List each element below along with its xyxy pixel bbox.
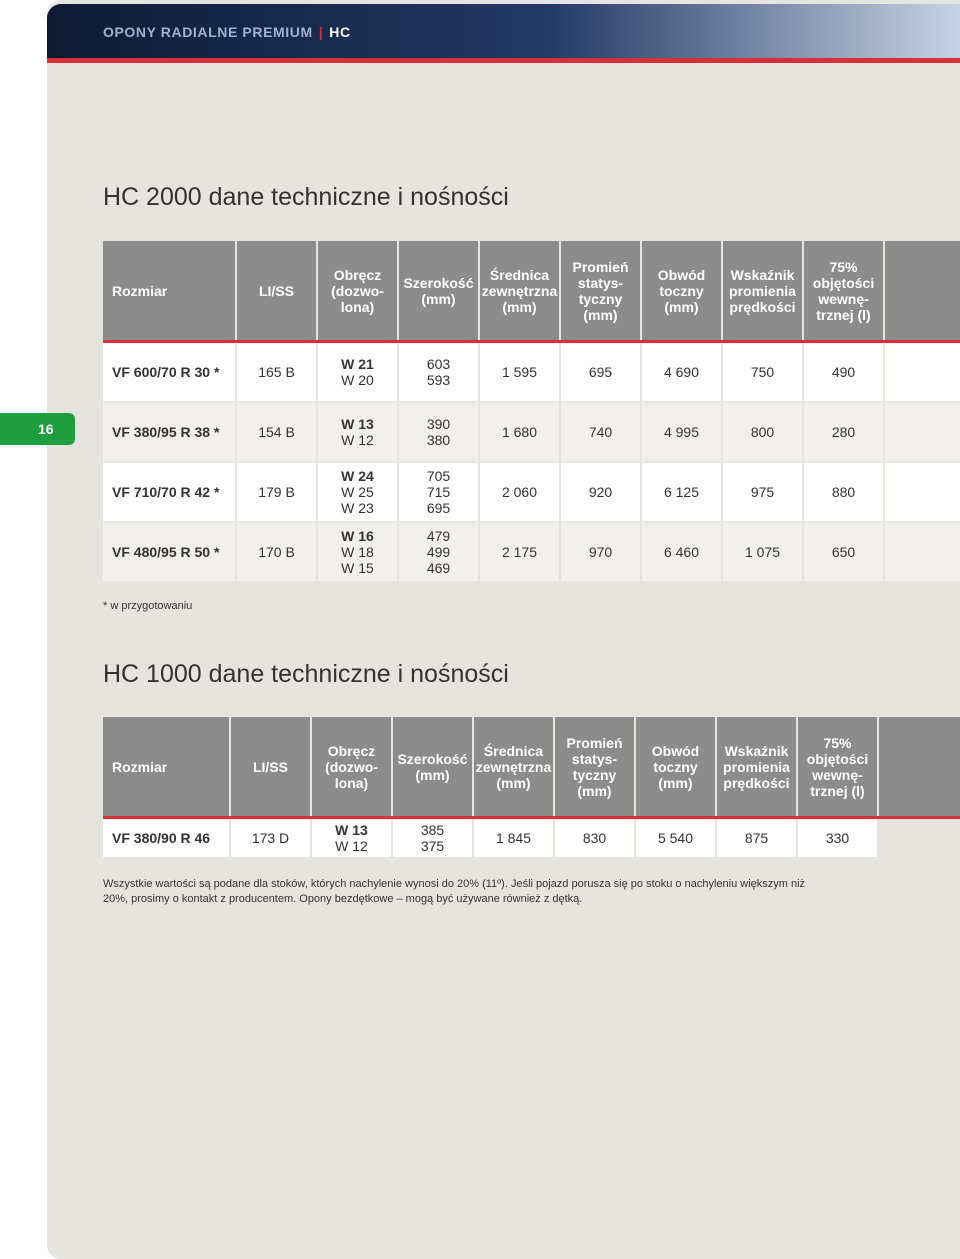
cell-circumference: 6 460 (642, 523, 723, 581)
cell-size: VF 380/95 R 38 * (103, 403, 237, 461)
cell-empty (879, 819, 960, 857)
rim-value: W 13 (335, 822, 368, 838)
col-header-diameter: Średnica zewnętrzna (mm) (474, 717, 555, 816)
cell-widths (399, 523, 480, 581)
cell-size: VF 380/90 R 46 (103, 819, 231, 857)
rim-value: W 23 (341, 500, 374, 516)
section-title-hc1000: HC 1000 dane techniczne i nośności (103, 660, 509, 688)
cell-circumference: 5 540 (636, 819, 717, 857)
table-hc1000 (103, 717, 960, 859)
rim-value: W 15 (341, 560, 374, 576)
cell-volume: 330 (798, 819, 879, 857)
cell-speed-index: 1 075 (723, 523, 804, 581)
cell-widths (399, 403, 480, 461)
cell-rims (312, 819, 393, 857)
width-value: 380 (426, 432, 451, 448)
cell-speed-index: 875 (717, 819, 798, 857)
cell-rims (318, 463, 399, 521)
header-category: OPONY RADIALNE PREMIUM (103, 24, 313, 40)
cell-radius: 970 (561, 523, 642, 581)
col-header-width: Szerokość (mm) (399, 241, 480, 340)
width-value: 479 (426, 528, 451, 544)
rim-value: W 24 (341, 468, 374, 484)
rim-value: W 18 (341, 544, 374, 560)
cell-li: 165 B (237, 343, 318, 401)
cell-radius: 740 (561, 403, 642, 461)
cell-size: VF 480/95 R 50 * (103, 523, 237, 581)
rim-value: W 13 (341, 416, 374, 432)
table-header-row (103, 241, 960, 343)
rim-value: W 25 (341, 484, 374, 500)
cell-radius: 695 (561, 343, 642, 401)
col-header-empty (879, 717, 960, 816)
cell-empty (885, 343, 960, 401)
width-value: 375 (420, 838, 445, 854)
cell-volume: 490 (804, 343, 885, 401)
width-value: 469 (426, 560, 451, 576)
table-row (103, 403, 960, 463)
col-header-circumference: Obwód toczny (mm) (642, 241, 723, 340)
rim-value: W 21 (341, 356, 374, 372)
rim-value: W 20 (341, 372, 374, 388)
rim-value: W 16 (341, 528, 374, 544)
cell-diameter: 1 595 (480, 343, 561, 401)
col-header-diameter: Średnica zewnętrzna (mm) (480, 241, 561, 340)
header-separator: | (318, 24, 324, 40)
cell-size: VF 710/70 R 42 * (103, 463, 237, 521)
header-accent-line (47, 58, 960, 63)
cell-empty (885, 463, 960, 521)
cell-widths (399, 343, 480, 401)
col-header-size: Rozmiar (103, 717, 231, 816)
cell-speed-index: 750 (723, 343, 804, 401)
cell-rims (318, 343, 399, 401)
width-value: 695 (426, 500, 451, 516)
width-value: 385 (420, 822, 445, 838)
cell-volume: 650 (804, 523, 885, 581)
col-header-rim: Obręcz (dozwo-lona) (318, 241, 399, 340)
cell-size: VF 600/70 R 30 * (103, 343, 237, 401)
cell-diameter: 2 060 (480, 463, 561, 521)
width-value: 603 (426, 356, 451, 372)
section-title-hc2000: HC 2000 dane techniczne i nośności (103, 183, 509, 211)
cell-widths (399, 463, 480, 521)
page-number-tab: 16 (0, 413, 75, 445)
col-header-speed-index: Wskaźnik promienia prędkości (723, 241, 804, 340)
cell-li: 173 D (231, 819, 312, 857)
col-header-radius: Promień statys-tyczny (mm) (561, 241, 642, 340)
table-row (103, 343, 960, 403)
col-header-li: LI/SS (237, 241, 318, 340)
cell-rims (318, 403, 399, 461)
cell-diameter: 1 845 (474, 819, 555, 857)
col-header-empty (885, 241, 960, 340)
col-header-speed-index: Wskaźnik promienia prędkości (717, 717, 798, 816)
cell-li: 170 B (237, 523, 318, 581)
col-header-circumference: Obwód toczny (mm) (636, 717, 717, 816)
col-header-li: LI/SS (231, 717, 312, 816)
col-header-rim: Obręcz (dozwo-lona) (312, 717, 393, 816)
cell-speed-index: 975 (723, 463, 804, 521)
cell-volume: 280 (804, 403, 885, 461)
header-subcategory: HC (329, 24, 351, 40)
cell-volume: 880 (804, 463, 885, 521)
width-value: 499 (426, 544, 451, 560)
rim-value: W 12 (335, 838, 368, 854)
width-value: 715 (426, 484, 451, 500)
table-header-row (103, 717, 960, 819)
width-value: 390 (426, 416, 451, 432)
table-row (103, 523, 960, 583)
cell-radius: 830 (555, 819, 636, 857)
cell-diameter: 2 175 (480, 523, 561, 581)
table-hc2000 (103, 241, 960, 583)
table-row (103, 463, 960, 523)
cell-circumference: 4 690 (642, 343, 723, 401)
col-header-size: Rozmiar (103, 241, 237, 340)
header-title (103, 24, 351, 40)
cell-rims (318, 523, 399, 581)
cell-radius: 920 (561, 463, 642, 521)
cell-speed-index: 800 (723, 403, 804, 461)
cell-li: 154 B (237, 403, 318, 461)
col-header-width: Szerokość (mm) (393, 717, 474, 816)
cell-empty (885, 523, 960, 581)
cell-empty (885, 403, 960, 461)
cell-diameter: 1 680 (480, 403, 561, 461)
cell-widths (393, 819, 474, 857)
width-value: 593 (426, 372, 451, 388)
col-header-volume: 75% objętości wewnę-trznej (l) (804, 241, 885, 340)
cell-circumference: 4 995 (642, 403, 723, 461)
col-header-volume: 75% objętości wewnę-trznej (l) (798, 717, 879, 816)
usage-note: Wszystkie wartości są podane dla stoków, których nachylenie wynosi do 20% (11º). Jeśli pojazd porusza się po stoku o nachyleniu większym niż 20%, prosimy o kontakt z producentem. Opony bezdętkowe – mogą być używane również z dętką. (103, 878, 806, 905)
col-header-radius: Promień statys-tyczny (mm) (555, 717, 636, 816)
width-value: 705 (426, 468, 451, 484)
footnote-in-preparation: * w przygotowaniu (103, 600, 193, 612)
table-row (103, 819, 960, 859)
cell-circumference: 6 125 (642, 463, 723, 521)
cell-li: 179 B (237, 463, 318, 521)
rim-value: W 12 (341, 432, 374, 448)
